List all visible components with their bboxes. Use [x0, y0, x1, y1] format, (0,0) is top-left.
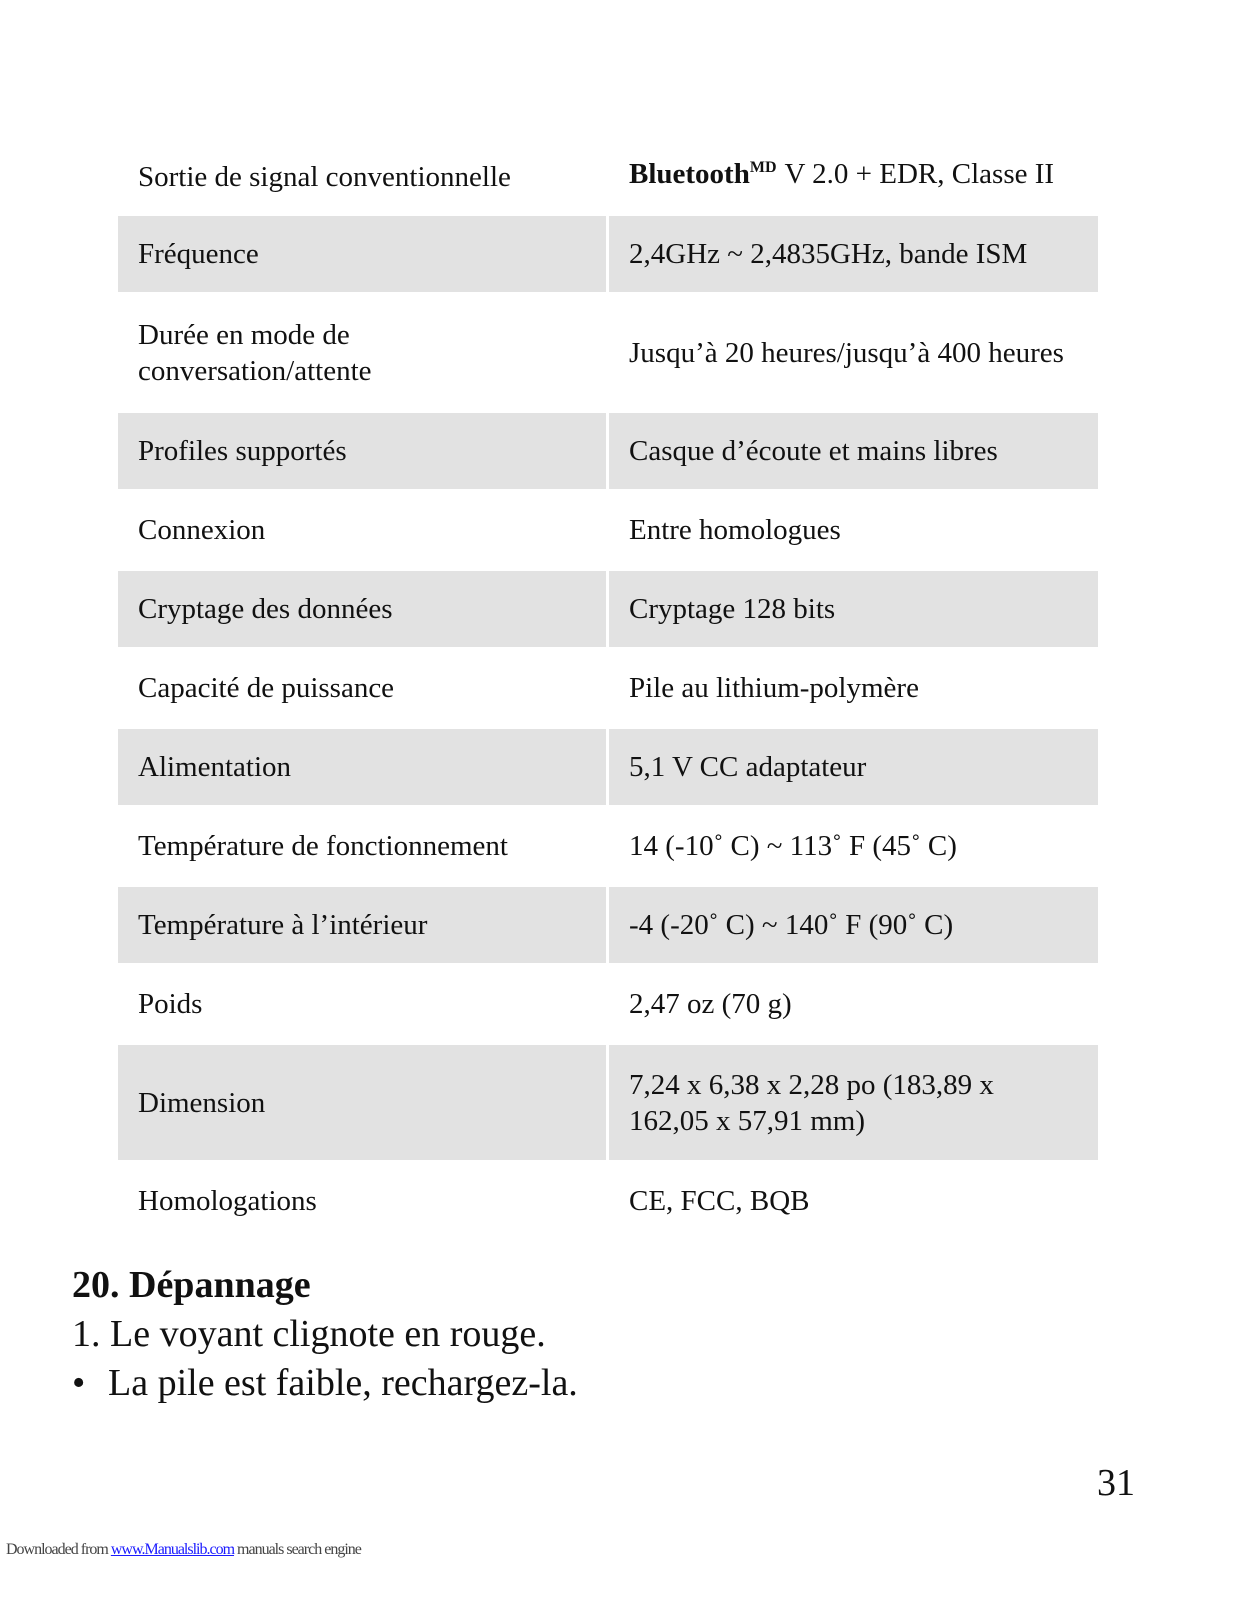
- table-row: [118, 887, 1098, 963]
- spec-label: Sortie de signal conventionnelle: [138, 160, 511, 193]
- spec-value: 14 (-10˚ C) ~ 113˚ F (45˚ C): [629, 830, 957, 862]
- table-row: [118, 729, 1098, 805]
- page-number: 31: [1097, 1462, 1135, 1504]
- spec-label: Connexion: [138, 514, 266, 546]
- spec-value: Casque d’écoute et mains libres: [609, 413, 1098, 489]
- spec-value: Cryptage 128 bits: [609, 571, 1098, 647]
- spec-value: 2,47 oz (70 g): [629, 988, 792, 1020]
- table-row: [118, 571, 1098, 647]
- spec-label: Capacité de puissance: [138, 672, 395, 704]
- section-title: 20. Dépannage: [72, 1264, 311, 1306]
- spec-label: Fréquence: [118, 216, 606, 292]
- table-row: [118, 140, 1098, 213]
- spec-value: Entre homologues: [629, 514, 841, 546]
- spec-label: Dimension: [118, 1045, 606, 1160]
- spec-value: 7,24 x 6,38 x 2,28 po (183,89 x 162,05 x 57,91 mm): [609, 1045, 1098, 1160]
- table-row: [118, 650, 1098, 726]
- spec-label: Homologations: [138, 1185, 317, 1217]
- spec-label: Température de fonctionnement: [138, 830, 508, 862]
- spec-label: Durée en mode de conversation/attente: [138, 318, 372, 387]
- spec-label: Poids: [138, 988, 203, 1020]
- spec-value: Bluetooth$^{MD}$ V 2.0 + EDR, Classe II: [629, 158, 1055, 190]
- bullet-icon: •: [72, 1362, 86, 1404]
- spec-value: Jusqu’à 20 heures/jusqu’à 400 heures: [629, 336, 1064, 369]
- table-row: [118, 413, 1098, 489]
- bluetooth-brand: Bluetooth: [629, 158, 750, 190]
- download-footer: Downloaded from www.Manualslib.com manuals search engine: [6, 1541, 361, 1558]
- table-row: [118, 808, 1098, 884]
- spec-label: Température à l’intérieur: [118, 887, 606, 963]
- table-row: [118, 1163, 1098, 1239]
- spec-value: -4 (-20˚ C) ~ 140˚ F (90˚ C): [609, 887, 1098, 963]
- spec-value: 2,4GHz ~ 2,4835GHz, bande ISM: [609, 216, 1098, 292]
- spec-value: 5,1 V CC adaptateur: [609, 729, 1098, 805]
- troubleshooting-item: 1. Le voyant clignote en rouge.: [72, 1313, 546, 1355]
- table-row: [118, 295, 1098, 410]
- spec-label: Cryptage des données: [118, 571, 606, 647]
- table-row: [118, 492, 1098, 568]
- bullet-text: La pile est faible, rechargez-la.: [108, 1362, 578, 1404]
- table-row: [118, 966, 1098, 1042]
- table-row: [118, 1045, 1098, 1160]
- table-row: [118, 216, 1098, 292]
- spec-label: Profiles supportés: [118, 413, 606, 489]
- spec-value: Pile au lithium-polymère: [629, 672, 919, 704]
- spec-value: CE, FCC, BQB: [629, 1185, 810, 1217]
- spec-label: Alimentation: [118, 729, 606, 805]
- manualslib-link[interactable]: www.Manualslib.com: [110, 1541, 235, 1558]
- troubleshooting-bullet: [72, 1360, 578, 1406]
- spec-table: [118, 140, 1098, 1242]
- trademark-superscript: MD: [749, 159, 777, 176]
